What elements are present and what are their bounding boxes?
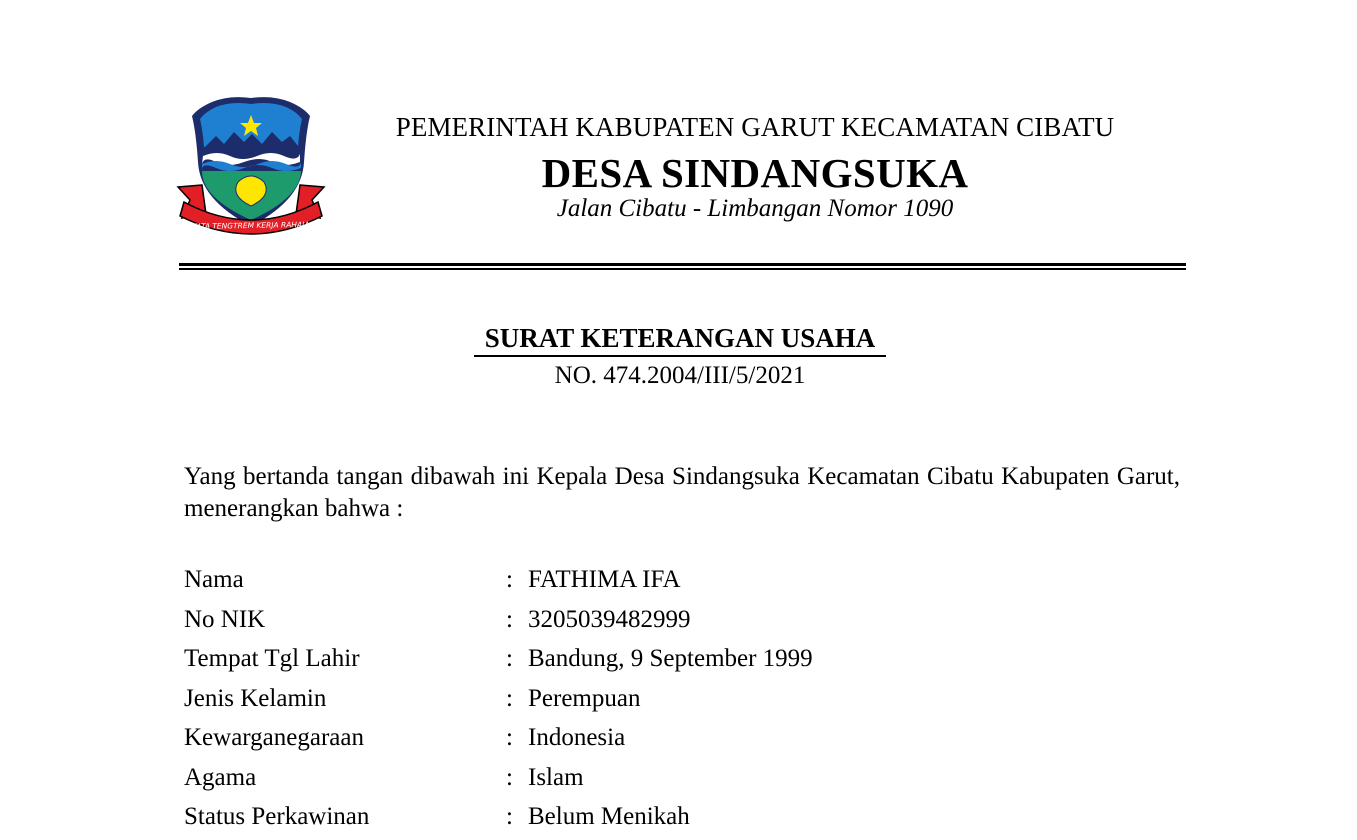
field-value: Perempuan [528, 684, 641, 712]
field-value: Belum Menikah [528, 803, 690, 830]
letterhead-divider-thin [179, 268, 1186, 270]
field-row-birth [184, 642, 1184, 682]
village-address: Jalan Cibatu - Limbangan Nomor 1090 [556, 195, 954, 222]
field-label: Status Perkawinan [184, 803, 370, 830]
letter-number: NO. 474.2004/III/5/2021 [554, 362, 806, 389]
field-row-religion [184, 761, 1184, 801]
field-value: Indonesia [528, 724, 626, 751]
field-row-nik [184, 603, 1184, 643]
field-label: No NIK [184, 605, 266, 633]
field-label: Tempat Tgl Lahir [184, 645, 360, 672]
field-separator: : [506, 684, 513, 712]
letterhead-divider-thick [179, 263, 1186, 266]
field-separator: : [506, 605, 513, 633]
field-separator: : [506, 566, 513, 593]
government-header: PEMERINTAH KABUPATEN GARUT KECAMATAN CIBATU [395, 112, 1115, 142]
identity-fields [184, 563, 1184, 840]
village-name: DESA SINDANGSUKA [541, 150, 969, 196]
field-separator: : [506, 645, 513, 672]
field-separator: : [506, 724, 513, 751]
field-label: Jenis Kelamin [184, 684, 327, 712]
field-row-nama [184, 563, 1184, 603]
field-row-citizenship [184, 721, 1184, 761]
field-separator: : [506, 763, 513, 791]
intro-paragraph: Yang bertanda tangan dibawah ini Kepala Desa Sindangsuka Kecamatan Cibatu Kabupaten Garut, menerangkan bahwa : [184, 463, 1180, 522]
field-label: Kewarganegaraan [184, 724, 364, 751]
field-label: Nama [184, 566, 244, 593]
garut-regency-emblem-logo [172, 92, 330, 248]
field-row-marital [184, 800, 1184, 840]
field-value: Islam [528, 763, 584, 791]
field-label: Agama [184, 763, 257, 791]
field-value: Bandung, 9 September 1999 [528, 645, 813, 672]
letter-title: SURAT KETERANGAN USAHA [474, 323, 886, 357]
svg-text:TATA TENGTREM KERJA RAHAJA: TATA TENGTREM KERJA RAHAJA [192, 219, 310, 232]
field-value: FATHIMA IFA [528, 566, 681, 593]
field-separator: : [506, 803, 513, 830]
field-value: 3205039482999 [528, 605, 691, 633]
field-row-gender [184, 682, 1184, 722]
